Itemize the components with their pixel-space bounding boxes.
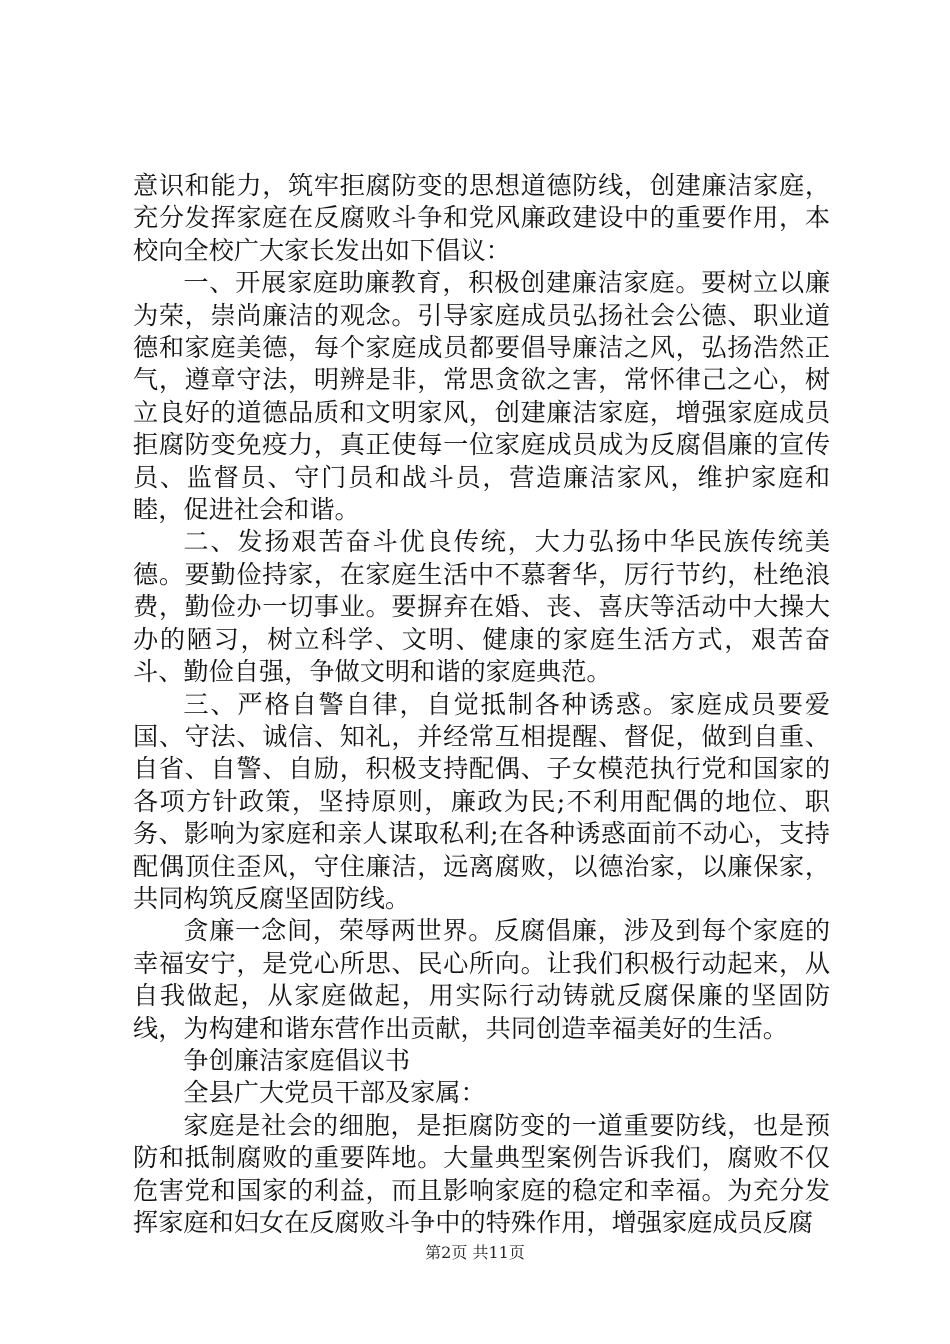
salutation: 全县广大党员干部及家属： xyxy=(183,1078,486,1108)
page-number: 第2页 xyxy=(425,1243,468,1262)
page-footer xyxy=(0,1243,950,1263)
paragraph-continuation: 意识和能力，筑牢拒腐防变的思想道德防线，创建廉洁家庭，充分发挥家庭在反腐败斗争和党风廉政建设中的重要作用，本校向全校广大家长发出如下倡议： xyxy=(133,171,830,265)
paragraph-item-three: 三、严格自警自律，自觉抵制各种诱惑。家庭成员要爱国、守法、诚信、知礼，并经常互相提醒、督促，做到自重、自省、自警、自励，积极支持配偶、子女模范执行党和国家的各项方针政策，坚持原则，廉政为民;不利用配偶的地位、职务、影响为家庭和亲人谋取私利;在各种诱惑面前不动心，支持配偶顶住歪风，守住廉洁，远离腐败，以德治家，以廉保家，共同构筑反腐坚固防线。 xyxy=(133,689,830,913)
document-body xyxy=(133,170,830,1239)
paragraph-item-two: 二、发扬艰苦奋斗优良传统，大力弘扬中华民族传统美德。要勤俭持家，在家庭生活中不慕奢华，厉行节约，杜绝浪费，勤俭办一切事业。要摒弃在婚、丧、喜庆等活动中大操大办的陋习，树立科学、文明、健康的家庭生活方式，艰苦奋斗、勤俭自强，争做文明和谐的家庭典范。 xyxy=(133,527,830,687)
paragraph-conclusion: 贪廉一念间，荣辱两世界。反腐倡廉，涉及到每个家庭的幸福安宁，是党心所思、民心所向。让我们积极行动起来，从自我做起，从家庭做起，用实际行动铸就反腐保廉的坚固防线，为构建和谐东营作出贡献，共同创造幸福美好的生活。 xyxy=(133,916,830,1043)
section-title: 争创廉洁家庭倡议书 xyxy=(183,1045,411,1075)
paragraph-item-one: 一、开展家庭助廉教育，积极创建廉洁家庭。要树立以廉为荣，崇尚廉洁的观念。引导家庭成员弘扬社会公德、职业道德和家庭美德，每个家庭成员都要倡导廉洁之风，弘扬浩然正气，遵章守法，明辨是非，常思贪欲之害，常怀律己之心，树立良好的道德品质和文明家风，创建廉洁家庭，增强家庭成员拒腐防变免疫力，真正使每一位家庭成员成为反腐倡廉的宣传员、监督员、守门员和战斗员，营造廉洁家风，维护家庭和睦，促进社会和谐。 xyxy=(133,268,830,525)
paragraph-intro: 家庭是社会的细胞，是拒腐防变的一道重要防线，也是预防和抵制腐败的重要阵地。大量典型案例告诉我们，腐败不仅危害党和国家的利益，而且影响家庭的稳定和幸福。为充分发挥家庭和妇女在反腐败斗争中的特殊作用，增强家庭成员反腐 xyxy=(133,1110,830,1237)
page-total: 共11页 xyxy=(472,1243,525,1262)
